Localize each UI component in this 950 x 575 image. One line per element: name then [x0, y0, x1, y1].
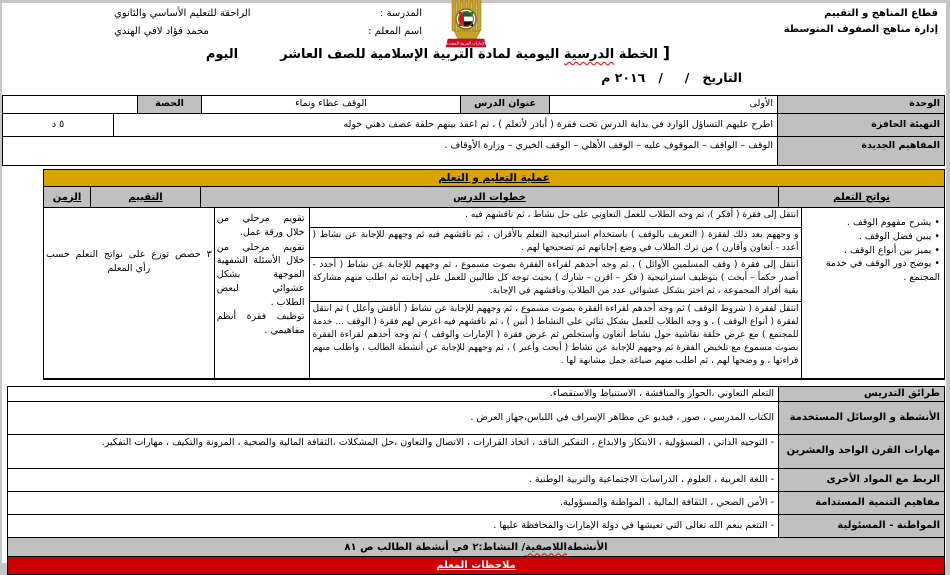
time-text: ٣ حصص توزع على نواتج التعلم حسب رأي المعلم [46, 249, 212, 275]
media-value-cell: الكتاب المدرسي ، صور ، فيديو عن مظاهر الإسراف في اللباس،جهاز العرض . [470, 411, 774, 423]
steps-cell [309, 208, 802, 378]
process-header-row [44, 187, 944, 208]
sustainability-label-cell: مفاهيم التنمية المستدامة [778, 492, 944, 514]
dept-line-2: إدارة مناهج الصفوف المتوسطة [783, 24, 938, 35]
department-block [784, 6, 938, 38]
outcomes-cell [801, 208, 944, 378]
table-row [8, 492, 944, 515]
assessment-item: تقويم مرحلي من خلال ورقة عمل. [216, 213, 305, 238]
col-header-assessment: التقييم [90, 187, 200, 207]
lesson-title-label-cell: عنوان الدرس [460, 96, 549, 113]
title-part: اليومية لمادة التربية الإسلامية للصف العاشر [280, 47, 564, 62]
outcome-item: • يوضح دور الوقف في خدمة المجتمع . [804, 257, 940, 285]
period-label-cell: الحصة [137, 96, 201, 113]
methods-value-cell: التعلم التعاوني ،الحوار والمناقشة ، الاستنباط والاستقصاء. [549, 387, 774, 399]
skills-label-cell: مهارات القرن الواحد والعشرين [778, 435, 944, 468]
table-row [8, 515, 944, 538]
assessment-item: تقويم مرحلي من خلال الأسئلة الشفهية الموجهة بشكل عشوائي لبعض الطلاب . [216, 241, 305, 308]
warmup-label-cell: التهيئة الحافزة [777, 114, 944, 136]
unit-label-cell: الوحدة [777, 96, 944, 113]
school-row [114, 8, 422, 20]
table-row [8, 469, 944, 492]
teacher-label: اسم المعلم : [368, 26, 422, 37]
section-band [44, 170, 944, 187]
school-label: المدرسة : [380, 8, 422, 19]
dept-line-1: قطاع المناهج و التقييم [824, 8, 938, 19]
teacher-notes-band [8, 557, 944, 574]
assessment-cell [214, 208, 309, 378]
table-row [3, 114, 944, 137]
uae-emblem-icon [430, 0, 502, 51]
page-title [206, 47, 658, 62]
outcome-item: • يبين فضل الوقف . [804, 230, 940, 244]
process-body-row [44, 208, 944, 378]
emblem-banner-text: الإمارات العربية المتحدة [446, 40, 486, 46]
lesson-info-table [2, 95, 945, 166]
school-block [114, 8, 422, 44]
citizenship-value-cell: - التنعم بنعم الله تعالى التي نعيشها في دولة الإمارات والمحافظة عليها . [493, 519, 774, 531]
extracurricular-text: الأنشطة [566, 541, 608, 553]
unit-value-cell: الأولى [549, 96, 777, 113]
title-part: الخطة [614, 47, 658, 62]
sustainability-value-cell: - الأمن الصحي ، الثقافة المالية ، المواطنة والمسؤولية. [560, 496, 774, 508]
table-row [8, 435, 944, 469]
extracurricular-misspelled-word: اللاصفية [525, 541, 567, 553]
process-table [43, 169, 945, 380]
teacher-row [114, 26, 422, 38]
extracurricular-text: / النشاط:٢ في أنشطة الطالب ص ٨١ [344, 541, 526, 553]
lesson-title-value-cell: الوقف عطاء ونماء [201, 96, 460, 113]
table-row [3, 137, 944, 165]
date-line: التاريخ / / ٢٠١٦ م [601, 70, 742, 85]
lesson-step: انتقل إلى فقرة ( أفكر )، ثم وجه الطلاب للعمل التعاوني على حل نشاط ، ثم ناقشهم فيه . [310, 208, 802, 228]
school-value: الراحقة للتعليم الأساسي والثانوي [114, 8, 251, 19]
teacher-value: محمد فؤاد لافي الهندي [114, 26, 209, 37]
concepts-label-cell: المفاهيم الجديدة [777, 137, 944, 165]
assessment-item: توظيف فقرة أنظم مفاهيمي . [216, 311, 305, 337]
details-table [7, 386, 945, 575]
table-row [3, 96, 944, 114]
methods-label-cell: طرائق التدريس [778, 387, 944, 401]
col-header-time: الزمن [44, 187, 90, 207]
document-page [2, 3, 946, 571]
cross-subjects-label-cell: الربط مع المواد الأخرى [778, 469, 944, 491]
outcome-item: • يميز بين أنواع الوقف . [804, 244, 940, 258]
time-cell [44, 208, 214, 378]
lesson-step: انتقل لفقرة ( شروط الوقف ) ثم وجه أحدهم لقراءة الفقرة بصوت مسموع ، ثم وجههم للإجابة عن نشاط ( أناقش وأعلل ) ثم انتقل لفقرة ( أنواع الوقف ) ، و وجه الطلاب للعمل بشكل ثنائي على النشاط ( أبين ) ، ثم ناقشهم فيه اعرض لهم فقرة ( الوقف ... خدمة للمجتمع ) مع عرض حلقة نقاشية حول نشاط أتعاون وأستخلص ثم عرض فقرة ( الإمارات والوقف ) ثم وجه أحدهم لقراءة الفقرة بصوت مسموع مع تلخيص الفقرة ثم وجههم للإجابة عن نشاط ( أبحث وأعبر ) ، ثم وجههم للإجابة عن أنشطة الطالب ، واطلب منهم قراءتها ، و وضحها لهم ، ثم اطلب منهم صياغة جمل مشابهة لها . [312, 304, 799, 367]
extracurricular-band [8, 538, 944, 557]
section-band-title: عملية التعليم و التعلم [438, 172, 550, 184]
lesson-step: انتقل إلى فقرة ( وقف المسلمين الأوائل ) ، ثم وجه أحدهم لقراءة الفقرة بصوت مسموع ، ثم وجههم للإجابة عن نشاط ( أحدد - أصدر حكماً – أبحث ) بتوظيف استراتيجية ( فكر – اقرن – شارك ) بحيث توجه كل طالبين للعمل على إجابته ثم اطلب منهم مشاركة بقية أفراد المجموعة ، ثم اختر بشكل عشوائي عدد من الطلاب وناقشهم في الإجابة. [310, 258, 802, 302]
table-row [8, 402, 944, 435]
warmup-time-cell: ٥ د [51, 118, 65, 130]
col-header-steps: خطوات الدرس [200, 187, 778, 207]
teacher-notes-title: ملاحظات المعلم [436, 560, 516, 571]
concepts-value-cell: الوقف – الواقف – الموقوف عليه – الوقف الأهلي – الوقف الخيري – وزارة الأوقاف . [444, 140, 773, 151]
stray-bracket: [ [662, 43, 670, 62]
warmup-value-cell: اطرح عليهم التساؤل الوارد في بداية الدرس تحت فقرة ( أبادر لأتعلم ) ، ثم اعقد بينهم حلقة عصف ذهني حوله [113, 114, 777, 136]
day-label: اليوم [205, 47, 239, 62]
media-label-cell: الأنشطة و الوسائل المستخدمة [778, 402, 944, 434]
skills-value-cell: - التوجيه الذاتي ، المسؤولية ، الابتكار والابداع ، التفكير الناقد ، اتخاذ القرارات ، الاتصال والتعاون ،حل المشكلات ،الثقافة المالية والصحية ، المرونة والتكيف ، مهارات التفكير. [101, 437, 774, 448]
table-row [8, 387, 944, 402]
col-header-outcomes: نواتج التعلم [778, 187, 944, 207]
period-value-cell [3, 96, 137, 113]
outcome-item: • يشرح مفهوم الوقف . [804, 216, 940, 230]
lesson-step: و وجههم بعد ذلك لفقرة ( التعريف بالوقف ) باستخدام استراتيجية التعلم بالأقران ، ثم ناقشهم فيه ثم وجههم للإجابة عن نشاط ( أعدد - أتعاون وأقارن ) من ترك الطلاب في وضع إجاباتهم ثم تصحيحها لهم . [310, 228, 802, 258]
title-misspelled-word: الدرسية [563, 47, 615, 62]
citizenship-label-cell: المواطنة - المسئولية [778, 515, 944, 537]
cross-subjects-value-cell: - اللغة العربية ، العلوم ، الدراسات الاجتماعية والتربية الوطنية . [528, 473, 774, 485]
